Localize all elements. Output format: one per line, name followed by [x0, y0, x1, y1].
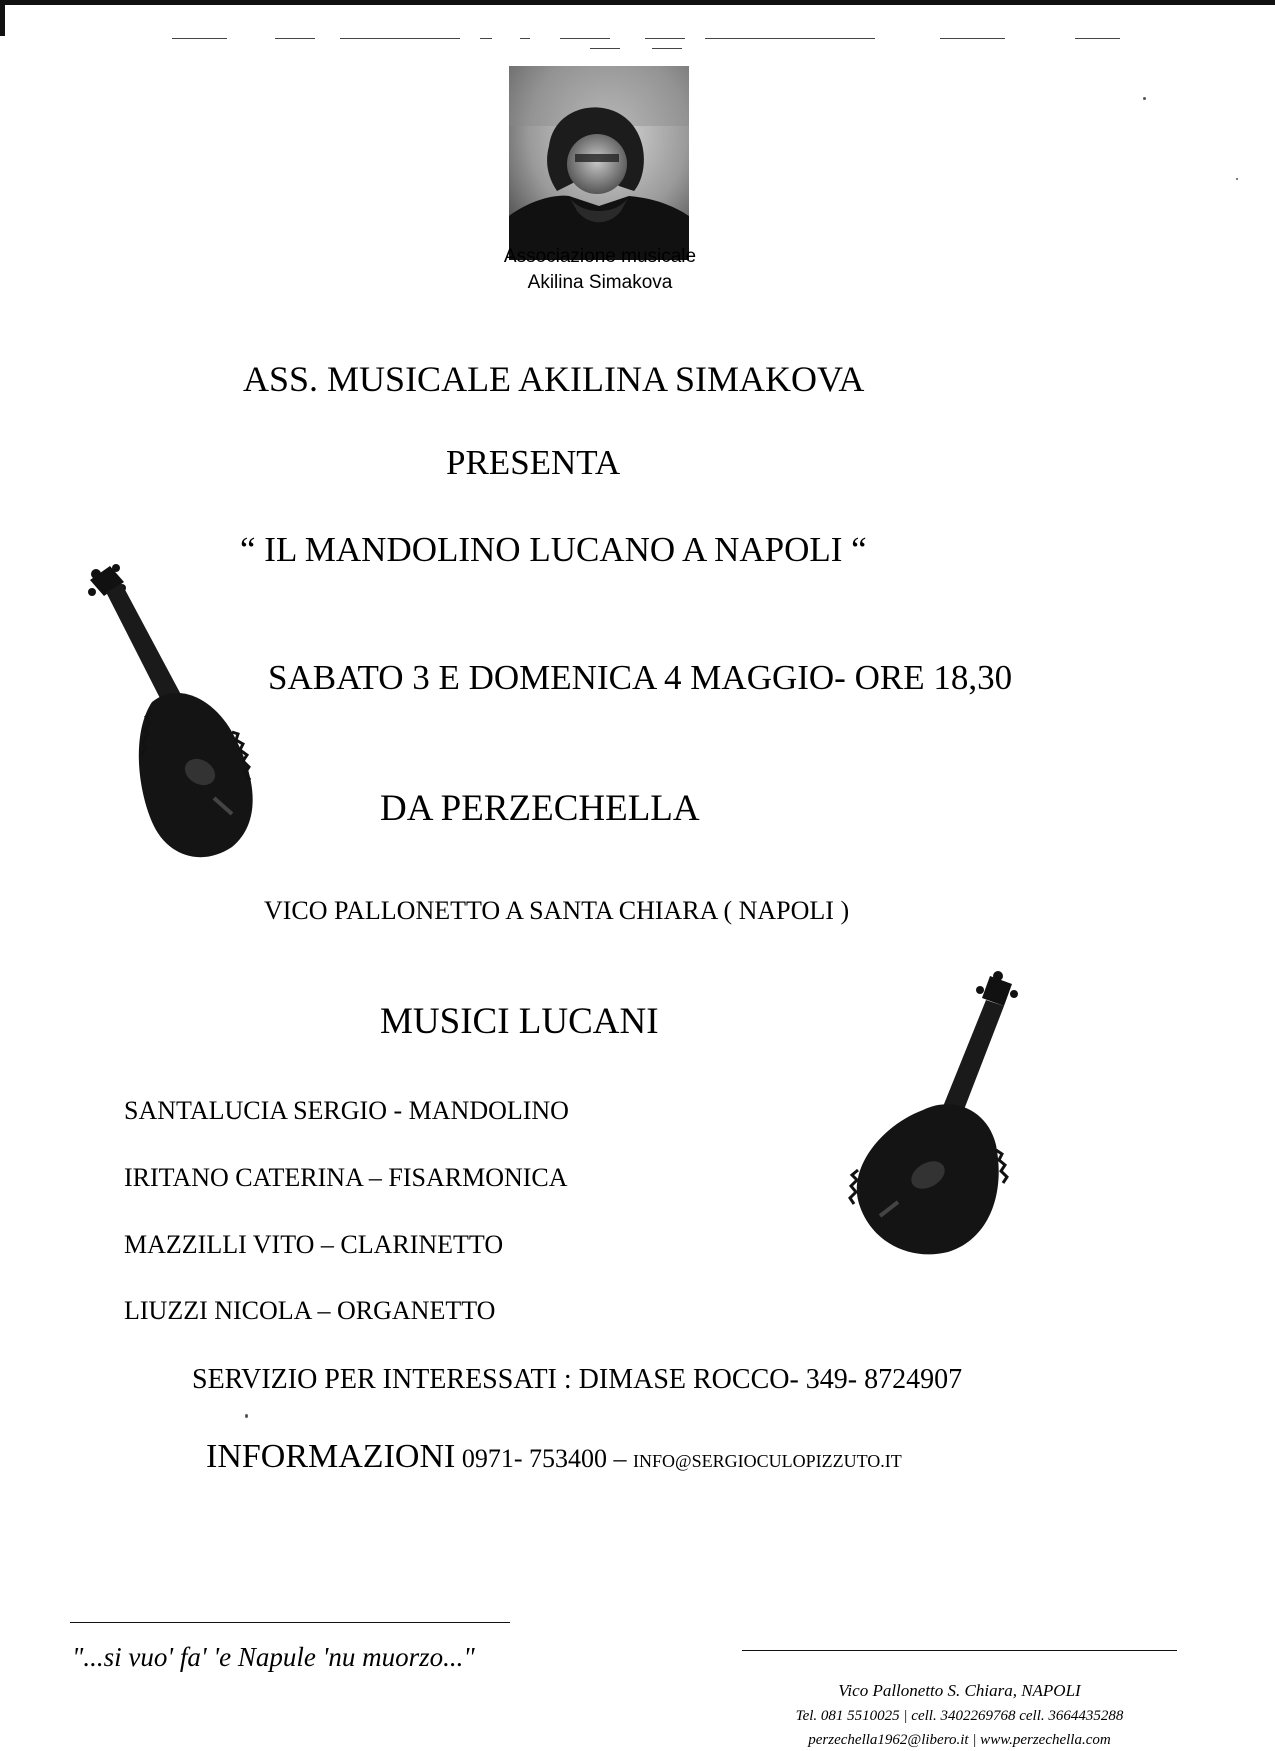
- footer-contacts: perzechella1962@libero.it | www.perzechella.com: [808, 1732, 1111, 1748]
- footer-phones: Tel. 081 5510025 | cell. 3402269768 cell. 3664435288: [795, 1708, 1124, 1724]
- association-caption: [390, 244, 810, 296]
- association-name-line2: Akilina Simakova: [527, 272, 673, 293]
- list-item: LIUZZI NICOLA – ORGANETTO: [124, 1296, 496, 1325]
- list-item: IRITANO CATERINA – FISARMONICA: [124, 1163, 568, 1192]
- info-email: INFO@SERGIOCULOPIZZUTO.IT: [633, 1451, 902, 1471]
- footer-motto: "...si vuo' fa' 'e Napule 'nu muorzo...": [72, 1642, 475, 1672]
- footer-rule-left: [70, 1622, 510, 1623]
- info-line: [206, 1438, 902, 1476]
- presenta-heading: PRESENTA: [446, 443, 621, 482]
- event-date: SABATO 3 E DOMENICA 4 MAGGIO- ORE 18,30: [268, 658, 1013, 697]
- musicians-heading: MUSICI LUCANI: [380, 1001, 659, 1042]
- service-line: SERVIZIO PER INTERESSATI : DIMASE ROCCO- 349- 8724907: [192, 1364, 963, 1395]
- venue-name: DA PERZECHELLA: [380, 788, 700, 829]
- list-item: SANTALUCIA SERGIO - MANDOLINO: [124, 1096, 569, 1125]
- scan-edge-corner: [0, 0, 5, 36]
- list-item: MAZZILLI VITO – CLARINETTO: [124, 1230, 504, 1259]
- footer-rule-right: [742, 1650, 1177, 1651]
- venue-address: VICO PALLONETTO A SANTA CHIARA ( NAPOLI ): [264, 896, 850, 925]
- page-title: ASS. MUSICALE AKILINA SIMAKOVA: [243, 359, 865, 399]
- footer-address: Vico Pallonetto S. Chiara, NAPOLI: [838, 1681, 1081, 1700]
- info-label: INFORMAZIONI: [206, 1438, 456, 1475]
- association-name-line1: Associazione musicale: [503, 246, 697, 267]
- mandolin-icon: [828, 970, 1028, 1258]
- info-phone: 0971- 753400 –: [455, 1444, 633, 1473]
- event-title: “ IL MANDOLINO LUCANO A NAPOLI “: [240, 530, 867, 569]
- scan-edge-top: [0, 0, 1275, 5]
- mandolin-icon: [82, 562, 272, 862]
- portrait-photo: [509, 66, 689, 260]
